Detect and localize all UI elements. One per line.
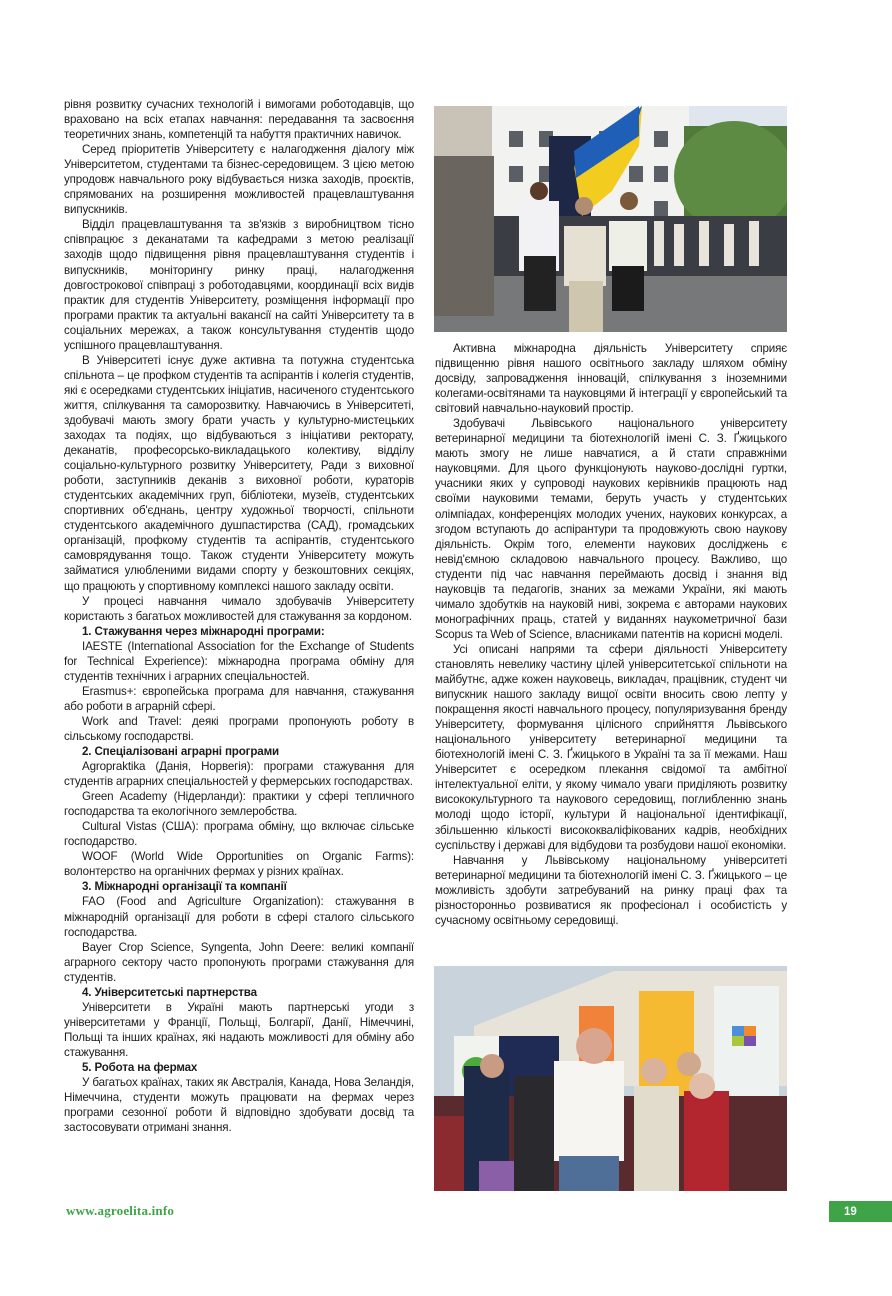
section-heading: 3. Міжнародні організації та компанії <box>82 880 287 894</box>
photo-award-ceremony <box>434 966 787 1191</box>
paragraph: WOOF (World Wide Opportunities on Organic Farms): волонтерство на органічних фермах у різних країнах. <box>64 850 414 879</box>
paragraph: Серед пріоритетів Університету є налагодження діалогу між Університетом, студентами та бізнес-середовищем. З цією метою упродовж навчального року відбувається низка заходів, проєктів, спрямованих на розширення можливостей працевлаштування випускників. <box>64 143 414 217</box>
paragraph: Bayer Crop Science, Syngenta, John Deere: великі компанії аграрного сектору часто пропонують програми стажування для студентів. <box>64 940 414 984</box>
paragraph: FAO (Food and Agriculture Organization): стажування в міжнародній організації для роботи в сфері сталого сільського господарства. <box>64 895 414 939</box>
flag-procession-image <box>434 106 787 332</box>
page-number: 19 <box>829 1201 892 1222</box>
paragraph: Work and Travel: деякі програми пропонують роботу в сільському господарстві. <box>64 714 414 743</box>
section-heading: 4. Університетські партнерства <box>82 985 257 999</box>
paragraph: В Університеті існує дуже активна та потужна студентська спільнота – це профком студентів та аспірантів і колегія студентів, які є осередками студентських ініціатив, насиченого студентського життя, спілкування та саморозвитку. Навчаючись в Університеті, здобувачі мають змогу брати участь у культурно-мистецьких заходах та подіях, що відбуваються з ініціативи ректорату, деканатів, професорсько-викладацького колективу, відділу соціально-культурного розвитку Університету, Ради з виховної роботи, заступників деканів з виховної роботи, кураторів студентських академічних груп, бібліотеки, музеїв, студентських спортивних об'єднань, центру художньої творчості, спільноти студентського академічного душпастирства (САД), громадських організацій, профкому студентів та аспірантів, студентського самоврядування тощо. Також студенти Університету можуть займатися улюбленими видами спорту у безкоштовних секціях, що працюють у спортивному комплексі нашого закладу освіти. <box>64 353 414 593</box>
paragraph: рівня розвитку сучасних технологій і вимогами роботодавців, що враховано на всіх етапах навчання: передавання та засвоєння теоретичних знань, компетенцій та набуття практичних навичок. <box>64 98 414 142</box>
paragraph: Cultural Vistas (США): програма обміну, що включає сільське господарство. <box>64 820 414 849</box>
paragraph: Здобувачі Львівського національного університету ветеринарної медицини та біотехнологій імені С. З. Ґжицького мають змогу не лише навчатися, а й стати справжніми науковцями. Для цього функціонують науково-дослідні гуртки, учасники яких у супроводі наукових керівників працюють над своїми науковими темами, беруть участь у студентських олімпіадах, конференціях молодих учених, наукових конкурсах, а згодом вступають до аспірантури та продовжують свою наукову діяльність. Окрім того, елементи наукових досліджень є невід'ємною складовою навчального процесу. Важливо, що студенти під час навчання переймають досвід і знання від науковців та педагогів, знаних за межами України, які мають чимало здобутків на науковій ниві, зокрема є авторами наукових монографічних праць, статей у виданнях наукометричної бази Scopus та Web of Science, власниками патентів на корисні моделі. <box>435 417 787 641</box>
section-heading: 2. Спеціалізовані аграрні програми <box>82 745 279 759</box>
paragraph: IAESTE (International Association for the Exchange of Students for Technical Experience): міжнародна програма обміну для студентів технічних і аграрних спеціальностей. <box>64 639 414 683</box>
left-column <box>64 97 414 1135</box>
photo-flag-procession <box>434 106 787 332</box>
paragraph: Усі описані напрями та сфери діяльності Університету становлять невелику частину цілей університетської спільноти на майбутнє, адже кожен науковець, викладач, працівник, студент чи випускник нашого закладу вищої освіти вносить свою лепту у покращення якості навчального процесу, популяризування бренду Університету, формування цілісного сприйняття Львівського національного університету ветеринарної медицини та біотехнологій імені С. З. Ґжицького в Україні та за її межами. Наш Університет є осередком плекання свідомої та амбітної інтелектуальної еліти, у якому чимало уваги приділяють розвитку висококультурного та наукового середовищ, поглибленню знань молоді щодо історії, культури й національної ідентифікації, збільшенню кількості висококваліфікованих кадрів, необхідних суспільству і державі для відбудови та розбудови нашої економіки. <box>435 642 787 852</box>
paragraph: Agropraktika (Данія, Норвегія): програми стажування для студентів аграрних спеціальностей у фермерських господарствах. <box>64 760 414 789</box>
paragraph: Університети в Україні мають партнерські угоди з університетами у Франції, Польщі, Болгарії, Данії, Німеччині, Польщі та інших країнах, які надають можливості для обміну або стажування. <box>64 1000 414 1059</box>
website-link[interactable]: www.agroelita.info <box>66 1203 175 1218</box>
paragraph: У процесі навчання чимало здобувачів Університету користають з багатьох можливостей для стажування за кордоном. <box>64 594 414 623</box>
section-heading: 5. Робота на фермах <box>82 1061 198 1074</box>
paragraph: Навчання у Львівському національному університеті ветеринарної медицини та біотехнологій імені С. З. Ґжицького – це можливість здобути затребуваний на ринку праці фах та різносторонньо розвиватися як професіонал і особистість у сучасному освітньому середовищі. <box>435 853 787 927</box>
award-ceremony-image <box>434 966 787 1191</box>
paragraph: Активна міжнародна діяльність Університету сприяє підвищенню рівня нашого освітнього закладу шляхом обміну досвіду, запровадження інновацій, спілкування з іноземними колегами-освітянами та науковцями й інтеграції у європейський та світовий навчально-науковий простір. <box>435 342 787 416</box>
paragraph: Відділ працевлаштування та зв'язків з виробництвом тісно співпрацює з деканатами та кафедрами з метою реалізації заходів щодо підвищення рівня працевлаштування студентів і випускників, моніторингу ринку праці, налагодження довгострокової співпраці з роботодавцями, координації всіх видів практик для студентів Університету, розміщення інформації про програми практик та актуальні вакансії на сайті Університету та в соціальних мережах, а також консультування студентів щодо успішного працевлаштування. <box>64 218 414 352</box>
right-column <box>435 341 787 928</box>
section-heading: 1. Стажування через міжнародні програми: <box>82 624 325 638</box>
paragraph: Erasmus+: європейська програма для навчання, стажування або роботи в аграрній сфері. <box>64 684 414 713</box>
paragraph: Green Academy (Нідерланди): практики у сфері тепличного господарства та екологічного землеробства. <box>64 790 414 819</box>
paragraph: У багатьох країнах, таких як Австралія, Канада, Нова Зеландія, Німеччина, студенти можуть працювати на фермах через програми сезонної роботи й відповідно здобувати досвід та застосовувати отримані знання. <box>64 1076 414 1135</box>
